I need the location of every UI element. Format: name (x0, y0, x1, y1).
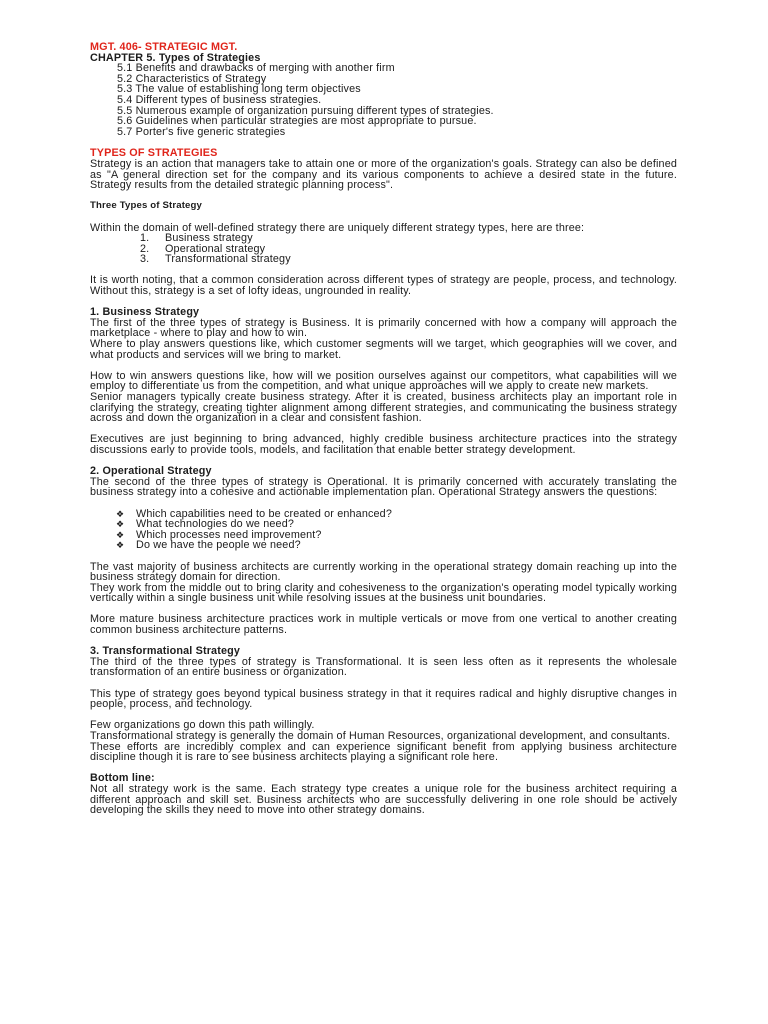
three-types-heading: Three Types of Strategy (90, 200, 203, 212)
operational-paragraph: They work from the middle out to bring clarity and cohesiveness to the organization's operating model typically working vertically within a single business unit while resolving issues at the business unit boundaries. (90, 581, 677, 605)
toc-item: 5.3 The value of establishing long term objectives (117, 83, 361, 96)
question-text: Which processes need improvement? (136, 528, 322, 541)
bottom-line-heading: Bottom line: (90, 772, 155, 785)
toc-item: 5.6 Guidelines when particular strategies are most appropriate to pursue. (117, 115, 477, 128)
list-item (116, 540, 677, 551)
transformational-strategy-heading: 3. Transformational Strategy (90, 645, 240, 658)
toc-item: 5.5 Numerous example of organization pursuing different types of strategies. (117, 104, 494, 117)
bottom-line-paragraph: Not all strategy work is the same. Each strategy type creates a unique role for the business architect requiring a different approach and skill set. Business architects who are successfully delivering in one role should be actively developing the skills they need to move into other strategy domains. (90, 782, 677, 817)
list-text: Business strategy (165, 232, 253, 245)
business-strategy-heading: 1. Business Strategy (90, 306, 200, 319)
business-paragraph: Executives are just beginning to bring advanced, highly credible business architecture practices into the strategy discussions early to provide tools, models, and facilitation that enable better strategy development. (90, 433, 677, 456)
diamond-bullet-icon: ❖ (116, 529, 125, 540)
types-intro: Strategy is an action that managers take to attain one or more of the organization's goals. Strategy can also be defined as "A general direction set for the company and its various components to achieve a desired state in the future. Strategy results from the detailed strategic planning process". (90, 157, 677, 192)
diamond-bullet-icon: ❖ (116, 540, 125, 551)
business-paragraph: Senior managers typically create business strategy. After it is created, business architects play an important role in clarifying the strategy, creating tighter alignment among different strategies, and communicating the business strategy across and down the organization in a clear and consistent fashion. (90, 391, 677, 425)
diamond-bullet-icon: ❖ (116, 519, 125, 530)
operational-paragraph: The second of the three types of strategy is Operational. It is primarily concerned with accurately translating the business strategy into a cohesive and actionable implementation plan. Operational Strategy answers the questions: (90, 475, 677, 499)
toc-item: 5.7 Porter's five generic strategies (117, 125, 286, 138)
diamond-bullet-icon: ❖ (116, 508, 125, 519)
toc-item: 5.1 Benefits and drawbacks of merging with another firm (117, 62, 395, 75)
toc-item: 5.2 Characteristics of Strategy (117, 72, 267, 85)
document-page (90, 42, 677, 816)
table-of-contents (117, 63, 677, 137)
operational-paragraph: More mature business architecture practices work in multiple verticals or move from one vertical to another creating common business architecture patterns. (90, 613, 677, 637)
chapter-title: CHAPTER 5. Types of Strategies (90, 51, 261, 64)
list-item (140, 254, 677, 265)
types-list (140, 233, 677, 265)
types-heading: TYPES OF STRATEGIES (90, 147, 218, 160)
business-paragraph: How to win answers questions like, how will we position ourselves against our competitors, what capabilities will we employ to differentiate us from the competition, and what unique approaches will we apply to create new markets. (90, 369, 677, 393)
question-text: Which capabilities need to be created or enhanced? (136, 507, 392, 520)
operational-paragraph: The vast majority of business architects are currently working in the operational strategy domain reaching up into the business strategy domain for direction. (90, 560, 677, 584)
course-title: MGT. 406- STRATEGIC MGT. (90, 41, 238, 53)
question-text: Do we have the people we need? (136, 539, 301, 552)
within-paragraph: Within the domain of well-defined strategy there are uniquely different strategy types, here are three: (90, 221, 585, 234)
transformational-paragraph: This type of strategy goes beyond typical business strategy in that it requires radical and highly disruptive changes in people, process, and technology. (90, 687, 677, 711)
question-text: What technologies do we need? (136, 518, 295, 531)
list-text: Operational strategy (165, 242, 266, 255)
transformational-paragraph: Transformational strategy is generally the domain of Human Resources, organizational development, and consultants. (90, 730, 671, 742)
transformational-paragraph: Few organizations go down this path willingly. (90, 719, 315, 732)
business-paragraph: Where to play answers questions like, which customer segments will we target, which geographies will we cover, and what products and services will we bring to market. (90, 338, 677, 361)
toc-item: 5.4 Different types of business strategies. (117, 93, 322, 106)
worth-noting-paragraph: It is worth noting, that a common consideration across different types of strategy are people, process, and technology. Without this, strategy is a set of lofty ideas, ungrounded in reality. (90, 274, 677, 298)
list-number: 2. (140, 242, 150, 255)
transformational-paragraph: The third of the three types of strategy is Transformational. It is seen less often as it represents the wholesale transformation of an entire business or organization. (90, 655, 677, 679)
operational-strategy-heading: 2. Operational Strategy (90, 465, 212, 478)
list-number: 3. (140, 253, 150, 266)
questions-list (116, 509, 677, 551)
transformational-paragraph: These efforts are incredibly complex and can experience significant benefit from applying business architecture discipline though it is rare to see business architects playing a significant role here. (90, 740, 677, 764)
list-number: 1. (140, 232, 150, 245)
list-text: Transformational strategy (165, 253, 291, 266)
business-paragraph: The first of the three types of strategy is Business. It is primarily concerned with how a company will approach the marketplace - where to play and how to win. (90, 316, 677, 340)
